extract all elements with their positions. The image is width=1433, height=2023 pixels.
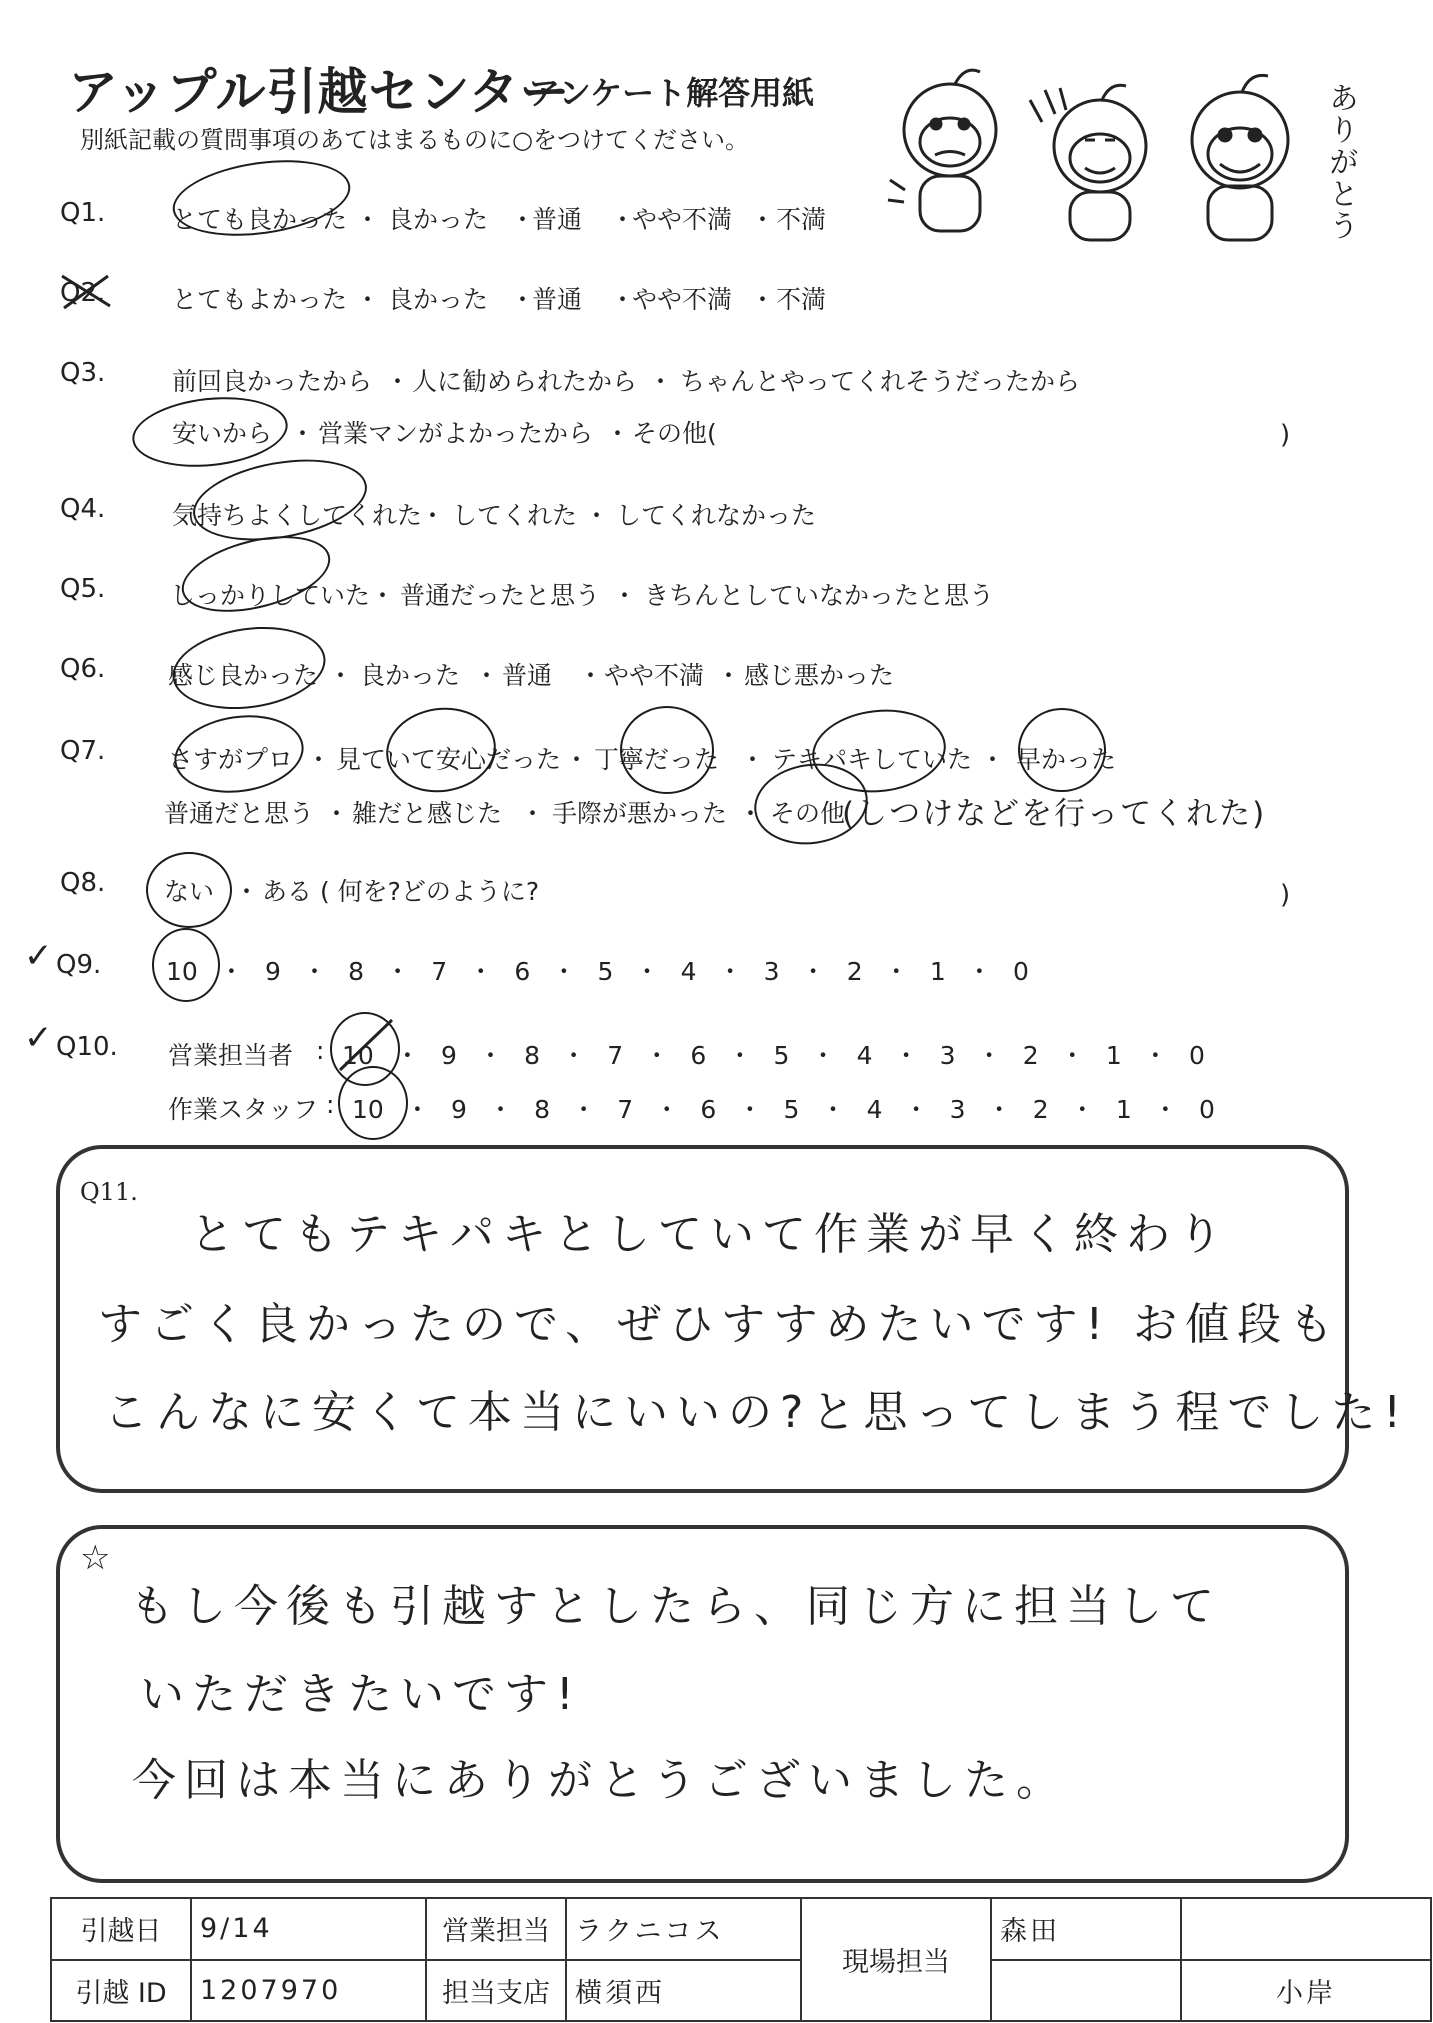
q4-label: Q4. (60, 494, 106, 524)
q2-option-2[interactable]: 良かった (388, 285, 489, 314)
q3-option-2[interactable]: 人に勧められたから (412, 367, 638, 396)
q10-sep: ・ (1059, 1041, 1085, 1070)
q10-staff-label: 作業スタッフ (168, 1095, 319, 1124)
q3-close-paren: ) (1280, 420, 1291, 450)
q1-option-5[interactable]: 不満 (776, 205, 827, 234)
q9-score-6[interactable]: 6 (514, 957, 531, 986)
q10-staff-score-7[interactable]: 7 (617, 1095, 634, 1124)
q10-staff-score-8[interactable]: 8 (534, 1095, 551, 1124)
q7-circle-teinei (620, 706, 714, 794)
q11-line-2: すごく良かったので、ぜひすすめたいです! お値段も (98, 1299, 1342, 1350)
q6-option-5[interactable]: 感じ悪かった (744, 661, 895, 690)
q10-sep: ・ (561, 1041, 587, 1070)
q1-option-1[interactable]: とても良かった (172, 205, 348, 234)
q9-label: Q9. (56, 950, 102, 980)
q6-sep-2: ・ (474, 661, 500, 690)
q10-staff-scale (352, 1090, 1215, 1126)
q4-option-3[interactable]: してくれなかった (616, 501, 817, 530)
q9-sep: ・ (883, 957, 909, 986)
form-subtitle: アンケート解答用紙 (528, 74, 815, 112)
q3-label: Q3. (60, 358, 106, 388)
q9-score-2[interactable]: 2 (846, 957, 863, 986)
q10-sep: ・ (404, 1095, 430, 1124)
q6-sep-1: ・ (328, 661, 354, 690)
q2-sep-1: ・ (355, 285, 381, 314)
q4-option-1[interactable]: 気持ちよくしてくれた (172, 501, 423, 530)
q10-sep: ・ (1069, 1095, 1095, 1124)
q10-sep: ・ (488, 1095, 514, 1124)
q9-score-9[interactable]: 9 (265, 957, 281, 986)
site-staff-label: 現場担当 (801, 1898, 991, 2021)
q10-sales-score-5[interactable]: 5 (773, 1041, 790, 1070)
q10-sales-score-1[interactable]: 1 (1105, 1041, 1122, 1070)
q10-sales-score-9[interactable]: 9 (441, 1041, 457, 1070)
branch-value: 横須西 (566, 1960, 801, 2022)
q1-option-2[interactable]: 良かった (388, 205, 489, 234)
q2-option-1[interactable]: とてもよかった (172, 285, 348, 314)
q6-option-3[interactable]: 普通 (502, 661, 553, 690)
q9-sep: ・ (551, 957, 577, 986)
q1-label: Q1. (60, 198, 106, 228)
q10-sales-label: 営業担当者 (168, 1041, 294, 1070)
site-staff-empty-2 (991, 1960, 1181, 2022)
q10-sep: ・ (571, 1095, 597, 1124)
q4-sep-1: ・ (420, 501, 446, 530)
move-id-value: 1207970 (191, 1960, 426, 2022)
q7-option-7[interactable]: 雑だと感じた (352, 799, 503, 828)
q3-sep-2: ・ (648, 367, 674, 396)
q9-sep: ・ (218, 957, 244, 986)
q9-answer-circle (152, 928, 220, 1002)
monkey-mascot-icon (880, 60, 1320, 250)
q9-sep: ・ (717, 957, 743, 986)
q7-label: Q7. (60, 736, 106, 766)
q10-sep: ・ (394, 1041, 420, 1070)
q10-staff-score-6[interactable]: 6 (700, 1095, 717, 1124)
q7-option-6[interactable]: 普通だと思う (164, 799, 315, 828)
q7-sep-5: ・ (324, 799, 350, 828)
q5-option-1[interactable]: しっかりしていた (170, 581, 371, 610)
q10-sales-score-10[interactable]: 10 (342, 1041, 374, 1070)
move-date-label: 引越日 (51, 1898, 191, 1960)
q7-circle-pro (169, 707, 308, 800)
q10-staff-score-4[interactable]: 4 (866, 1095, 883, 1124)
q4-sep-2: ・ (584, 501, 610, 530)
q11-label: Q11. (80, 1178, 138, 1206)
site-staff-1: 森田 (991, 1898, 1181, 1960)
sales-label: 営業担当 (426, 1898, 566, 1960)
q7-option-4[interactable]: テキパキしていた (772, 745, 973, 774)
q9-sep: ・ (634, 957, 660, 986)
q10-sales-colon: : (316, 1036, 325, 1065)
q9-scale (166, 952, 1029, 988)
q10-label: Q10. (56, 1032, 118, 1062)
q10-staff-colon: : (326, 1090, 335, 1119)
q8-close-paren: ) (1280, 880, 1291, 910)
q11-line-3: こんなに安くて本当にいいの?と思ってしまう程でした! (104, 1387, 1409, 1438)
q7-sep-1: ・ (306, 745, 332, 774)
q6-option-4[interactable]: やや不満 (604, 661, 705, 690)
q3-option-5[interactable]: 営業マンがよかったから (318, 419, 594, 448)
q10-staff-score-3[interactable]: 3 (949, 1095, 966, 1124)
q8-option-2[interactable]: ある ( 何を?どのように? (262, 877, 540, 906)
q10-staff-answer-circle (338, 1066, 408, 1140)
q5-label: Q5. (60, 574, 106, 604)
q9-score-4[interactable]: 4 (680, 957, 697, 986)
instructions: 別紙記載の質問事項のあてはまるものに○をつけてください。 (80, 126, 749, 154)
q9-sep: ・ (302, 957, 328, 986)
star-icon: ☆ (80, 1538, 111, 1578)
q2-option-5[interactable]: 不満 (776, 285, 827, 314)
q7-option-8[interactable]: 手際が悪かった (552, 799, 728, 828)
q10-sep: ・ (1142, 1041, 1168, 1070)
q10-sep: ・ (820, 1095, 846, 1124)
q7-sep-7: ・ (738, 799, 764, 828)
q8-option-1[interactable]: ない (164, 877, 215, 906)
q3-answer-circle (129, 390, 291, 474)
q1-sep-2: ・ (510, 205, 536, 234)
extra-comment-line-1: もし今後も引越すとしたら、同じ方に担当して (130, 1581, 1222, 1632)
q10-sep: ・ (654, 1095, 680, 1124)
q7-sep-4: ・ (980, 745, 1006, 774)
q5-option-3[interactable]: きちんとしていなかったと思う (644, 581, 995, 610)
q10-sales-score-2[interactable]: 2 (1022, 1041, 1039, 1070)
q4-option-2[interactable]: してくれた (452, 501, 578, 530)
q3-sep-3: ・ (290, 419, 316, 448)
q10-sep: ・ (727, 1041, 753, 1070)
q9-score-3[interactable]: 3 (763, 957, 780, 986)
q7-option-2[interactable]: 見ていて安心だった (336, 745, 562, 774)
q10-sep: ・ (644, 1041, 670, 1070)
q8-sep-1: ・ (234, 877, 260, 906)
q10-sales-score-4[interactable]: 4 (856, 1041, 873, 1070)
q10-sep: ・ (737, 1095, 763, 1124)
q1-sep-3: ・ (610, 205, 636, 234)
q3-sep-4: ・ (605, 419, 631, 448)
q10-staff-score-5[interactable]: 5 (783, 1095, 800, 1124)
q10-sep: ・ (976, 1041, 1002, 1070)
q3-option-4[interactable]: 安いから (172, 419, 273, 448)
q9-score-7[interactable]: 7 (431, 957, 448, 986)
q8-answer-circle (146, 852, 232, 928)
q7-option-5[interactable]: 早かった (1016, 745, 1117, 774)
q7-sep-3: ・ (740, 745, 766, 774)
q9-score-0[interactable]: 0 (1013, 957, 1029, 986)
q6-sep-4: ・ (716, 661, 742, 690)
q1-option-3[interactable]: 普通 (532, 205, 583, 234)
q10-sep: ・ (986, 1095, 1012, 1124)
q10-sep: ・ (478, 1041, 504, 1070)
q1-sep-1: ・ (355, 205, 381, 234)
q7-option-3[interactable]: 丁寧だった (594, 745, 720, 774)
q5-sep-2: ・ (612, 581, 638, 610)
q10-sales-score-0[interactable]: 0 (1189, 1041, 1205, 1070)
q6-answer-circle (167, 618, 331, 719)
site-staff-empty (1181, 1898, 1431, 1960)
q9-sep: ・ (385, 957, 411, 986)
q7-option-1[interactable]: さすがプロ (168, 745, 294, 774)
q9-check-mark: ✓ (24, 936, 53, 976)
q2-cross-mark (58, 272, 118, 312)
q5-sep-1: ・ (370, 581, 396, 610)
q10-sep: ・ (903, 1095, 929, 1124)
form-title: アップル引越センター (68, 63, 571, 121)
q3-sep-1: ・ (385, 367, 411, 396)
q10-staff-score-2[interactable]: 2 (1032, 1095, 1049, 1124)
q10-check-mark: ✓ (24, 1018, 53, 1058)
q8-label: Q8. (60, 868, 106, 898)
q2-sep-3: ・ (610, 285, 636, 314)
extra-comment-line-2: いただきたいです! (140, 1669, 582, 1720)
q9-score-5[interactable]: 5 (597, 957, 614, 986)
q10-sep: ・ (810, 1041, 836, 1070)
sales-person-value: ラクニコス (566, 1898, 801, 1960)
q9-sep: ・ (800, 957, 826, 986)
q9-sep: ・ (468, 957, 494, 986)
q2-sep-4: ・ (750, 285, 776, 314)
move-id-label: 引越 ID (51, 1960, 191, 2022)
q2-option-4[interactable]: やや不満 (632, 285, 733, 314)
q9-sep: ・ (966, 957, 992, 986)
move-date-value: 9/14 (191, 1898, 426, 1960)
q7-circle-hayakatta (1018, 708, 1106, 792)
q10-staff-score-9[interactable]: 9 (451, 1095, 467, 1124)
q7-other-handwritten: (しつけなどを行ってくれた) (842, 796, 1267, 832)
q2-sep-2: ・ (510, 285, 536, 314)
q10-sales-score-7[interactable]: 7 (607, 1041, 624, 1070)
q10-sales-score-3[interactable]: 3 (939, 1041, 956, 1070)
extra-comment-line-3: 今回は本当にありがとうございました。 (132, 1755, 1068, 1806)
q3-option-1[interactable]: 前回良かったから (172, 367, 373, 396)
q10-sales-scale (342, 1036, 1205, 1072)
q6-option-2[interactable]: 良かった (360, 661, 461, 690)
q10-sales-score-8[interactable]: 8 (524, 1041, 541, 1070)
q10-staff-score-0[interactable]: 0 (1199, 1095, 1215, 1124)
q6-sep-3: ・ (578, 661, 604, 690)
q9-score-10[interactable]: 10 (166, 957, 198, 986)
q6-option-1[interactable]: 感じ良かった (168, 661, 319, 690)
site-staff-2: 小岸 (1181, 1960, 1431, 2022)
q7-sep-6: ・ (520, 799, 546, 828)
q10-staff-score-1[interactable]: 1 (1115, 1095, 1132, 1124)
q1-sep-4: ・ (750, 205, 776, 234)
q5-option-2[interactable]: 普通だったと思う (400, 581, 601, 610)
q10-staff-score-10[interactable]: 10 (352, 1095, 384, 1124)
mascot-caption: ありがとう (1323, 82, 1358, 242)
footer-info-table (50, 1897, 1432, 2022)
q11-line-1: とてもテキパキとしていて作業が早く終わり (190, 1209, 1230, 1260)
q7-sep-2: ・ (564, 745, 590, 774)
q10-sales-score-6[interactable]: 6 (690, 1041, 707, 1070)
q9-score-1[interactable]: 1 (929, 957, 946, 986)
q1-option-4[interactable]: やや不満 (632, 205, 733, 234)
q9-score-8[interactable]: 8 (348, 957, 365, 986)
q3-option-6[interactable]: その他( (632, 419, 717, 448)
q6-label: Q6. (60, 654, 106, 684)
q3-option-3[interactable]: ちゃんとやってくれそうだったから (680, 367, 1081, 396)
q10-sep: ・ (1152, 1095, 1178, 1124)
branch-label: 担当支店 (426, 1960, 566, 2022)
q10-sep: ・ (893, 1041, 919, 1070)
q7-option-9[interactable]: その他 (770, 799, 846, 828)
q7-circle-anshin (381, 701, 502, 799)
q2-label: Q2. (60, 278, 106, 308)
q2-option-3[interactable]: 普通 (532, 285, 583, 314)
